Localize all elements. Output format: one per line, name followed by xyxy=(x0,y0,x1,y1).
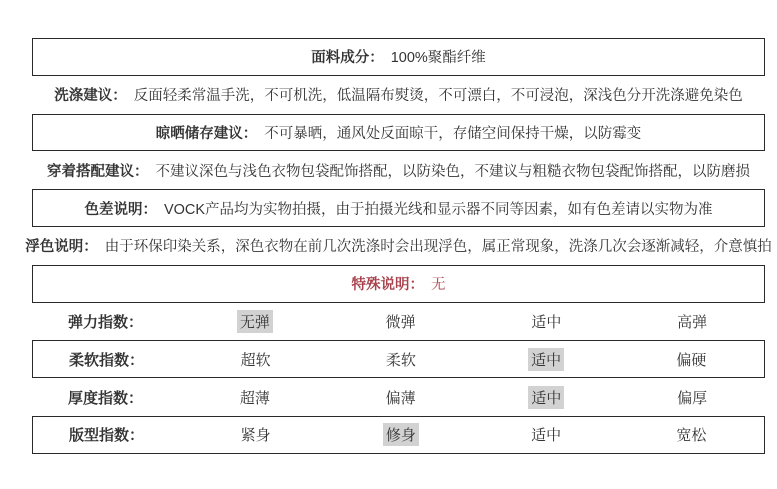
washing-advice-row xyxy=(32,76,765,114)
row-label: 特殊说明： xyxy=(351,277,424,294)
row-text: VOCK产品均为实物拍摄，由于拍摄光线和显示器不同等因素，如有色差请以实物为准 xyxy=(163,201,713,218)
row-label: 洗涤建议： xyxy=(54,88,127,105)
row-text: 反面轻柔常温手洗，不可机洗，低温隔布熨烫，不可漂白，不可浸泡，深浅色分开洗涤避免染色 xyxy=(133,88,743,105)
fit-index-row xyxy=(32,416,765,454)
row-text: 不建议深色与浅色衣物包袋配饰搭配，以防染色，不建议与粗糙衣物包袋配饰搭配，以防磨损 xyxy=(155,163,750,180)
option-chip: 适中 xyxy=(528,386,564,409)
thickness-index-row xyxy=(32,378,765,416)
floating-color-note-row xyxy=(25,227,772,265)
option-chip: 宽松 xyxy=(676,427,707,445)
option-chip: 适中 xyxy=(531,313,562,331)
option-chip: 超软 xyxy=(240,351,271,369)
option-chip: 微弹 xyxy=(385,313,416,331)
row-label: 穿着搭配建议： xyxy=(47,163,149,180)
option-cell xyxy=(474,310,620,333)
drying-storage-advice-row xyxy=(32,114,765,152)
option-cell xyxy=(328,348,473,371)
option-chip: 柔软 xyxy=(385,351,416,369)
row-label: 色差说明： xyxy=(84,201,157,218)
option-cell xyxy=(328,310,474,333)
option-cell xyxy=(182,386,328,409)
row-text: 不可暴晒，通风处反面晾干，存储空间保持干燥，以防霉变 xyxy=(264,125,642,142)
option-cell xyxy=(328,423,473,446)
row-label: 弹力指数： xyxy=(68,313,144,331)
option-cell xyxy=(619,386,765,409)
option-chip: 适中 xyxy=(528,348,564,371)
option-cell xyxy=(182,310,328,333)
option-chip: 适中 xyxy=(531,427,562,445)
row-label: 面料成分： xyxy=(311,50,384,67)
special-note-row xyxy=(32,265,765,303)
product-info-table xyxy=(25,38,772,454)
option-chip: 高弹 xyxy=(677,313,708,331)
option-cell xyxy=(619,423,764,446)
option-cell xyxy=(474,386,620,409)
option-chip: 无弹 xyxy=(237,310,273,333)
elasticity-index-row xyxy=(32,303,765,341)
softness-index-row xyxy=(32,340,765,378)
option-chip: 偏硬 xyxy=(676,351,707,369)
option-chip: 修身 xyxy=(383,423,419,446)
option-cell xyxy=(183,423,328,446)
row-label: 浮色说明： xyxy=(25,239,98,256)
option-cell xyxy=(183,348,328,371)
row-text: 由于环保印染关系，深色衣物在前几次洗涤时会出现浮色，属正常现象，洗涤几次会逐渐减轻，介意慎拍 xyxy=(104,239,772,256)
option-chip: 偏厚 xyxy=(677,389,708,407)
outfit-matching-advice-row xyxy=(32,151,765,189)
option-chip: 偏薄 xyxy=(385,389,416,407)
option-cell xyxy=(328,386,474,409)
option-chip: 紧身 xyxy=(240,427,271,445)
row-label: 厚度指数： xyxy=(68,389,144,407)
option-cell xyxy=(474,423,619,446)
fabric-composition-row xyxy=(32,38,765,76)
row-label: 晾晒储存建议： xyxy=(155,125,258,142)
option-cell xyxy=(474,348,619,371)
row-label: 版型指数： xyxy=(69,427,145,445)
row-label: 柔软指数： xyxy=(69,351,145,369)
option-cell xyxy=(619,310,765,333)
color-difference-note-row xyxy=(32,189,765,227)
option-chip: 超薄 xyxy=(239,389,270,407)
row-text: 100%聚酯纤维 xyxy=(390,50,486,67)
option-cell xyxy=(619,348,764,371)
row-text: 无 xyxy=(431,277,446,294)
